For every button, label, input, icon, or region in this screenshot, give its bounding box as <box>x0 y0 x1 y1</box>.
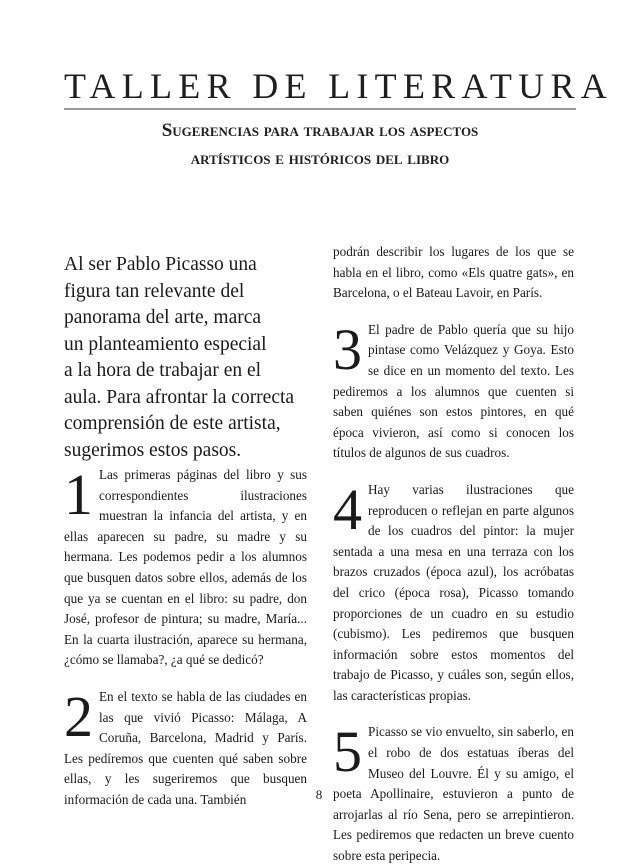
intro-line: un planteamiento especial <box>64 333 267 355</box>
step-2-number: 2 <box>64 683 93 749</box>
intro-line: panorama del arte, marca <box>64 307 262 328</box>
step-4-paragraph <box>333 476 574 707</box>
intro-line: a la hora de trabajar en el <box>64 360 262 381</box>
page-title: TALLER DE LITERATURA <box>64 66 614 106</box>
subtitle-line-1: Sugerencias para trabajar los aspectos <box>161 120 479 141</box>
left-column <box>64 462 307 811</box>
subtitle-line-2: artísticos e históricos del libro <box>190 148 450 169</box>
page-number: 8 <box>315 787 323 802</box>
step-3-paragraph <box>333 316 574 464</box>
step-2-text: En el texto se habla de las ciudades en las que vivió Picasso: Málaga, A Coruña, Barcelona, Madrid y París. Les pedíremos que cuenten qué saben sobre ellas, y les sugeriremos que busquen información de cada una. También <box>64 688 307 807</box>
intro-line: aula. Para afrontar la correcta <box>64 386 295 408</box>
right-column <box>333 242 574 867</box>
step-1-number: 1 <box>64 462 93 527</box>
step-4-number: 4 <box>333 476 362 542</box>
step-5-number: 5 <box>333 719 362 785</box>
step-2-continuation: podrán describir los lugares de los que se habla en el libro, como «Els quatre gats», en Barcelona, o el Bateau Lavoir, en París. <box>333 244 574 301</box>
intro-paragraph <box>64 252 310 464</box>
section-subtitle <box>64 117 576 173</box>
title-divider <box>64 108 576 110</box>
intro-line: sugerimos estos pasos. <box>64 439 242 461</box>
intro-line: Al ser Pablo Picasso una <box>64 254 257 275</box>
step-1-paragraph <box>64 462 307 671</box>
intro-line: figura tan relevante del <box>64 280 245 302</box>
step-3-number: 3 <box>333 316 362 382</box>
step-1-text: Las primeras páginas del libro y sus correspondientes ilustraciones muestran la infancia del artista, y en ellas aparecen su padre, su madre y su hermana. Les podemos pedir a los alumnos que busquen datos sobre ellos, además de los que ya se cuentan en el libro: su padre, don José, profesor de pintura; su madre, María... En la cuarta ilustración, aparece su hermana, ¿cómo se llamaba?, ¿a qué se dedicó? <box>64 467 307 668</box>
step-3-text: El padre de Pablo quería que su hijo pintase como Velázquez y Goya. Esto se dice en un momento del texto. Les pediremos a los alumnos que cuenten si saben quiénes son estos pintores, en qué época vivieron, así como si conocen los títulos de algunos de sus cuadros. <box>333 321 574 461</box>
step-5-text: Picasso se vio envuelto, sin saberlo, en el robo de dos estatuas íberas del Museo del Louvre. Él y su amigo, el poeta Apollinaire, estuvieron a punto de arrojarlas al río Sena, pero se arrepintieron. Les pediremos que redacten un breve cuento sobre esta peripecia. <box>333 724 574 864</box>
intro-line: comprensión de este artista, <box>64 413 281 434</box>
step-4-text: Hay varias ilustraciones que reproducen o reflejan en parte algunos de los cuadros del pintor: la mujer sentada a una mesa en una terraza con los brazos cruzados (época azul), los acróbatas del crico (época rosa), Picasso tomando proporciones de un cuadro en su estudio (cubismo). Les pediremos que busquen información sobre estos momentos del trabajo de Picasso, y cuáles son, según ellos, las características propias. <box>333 481 574 703</box>
